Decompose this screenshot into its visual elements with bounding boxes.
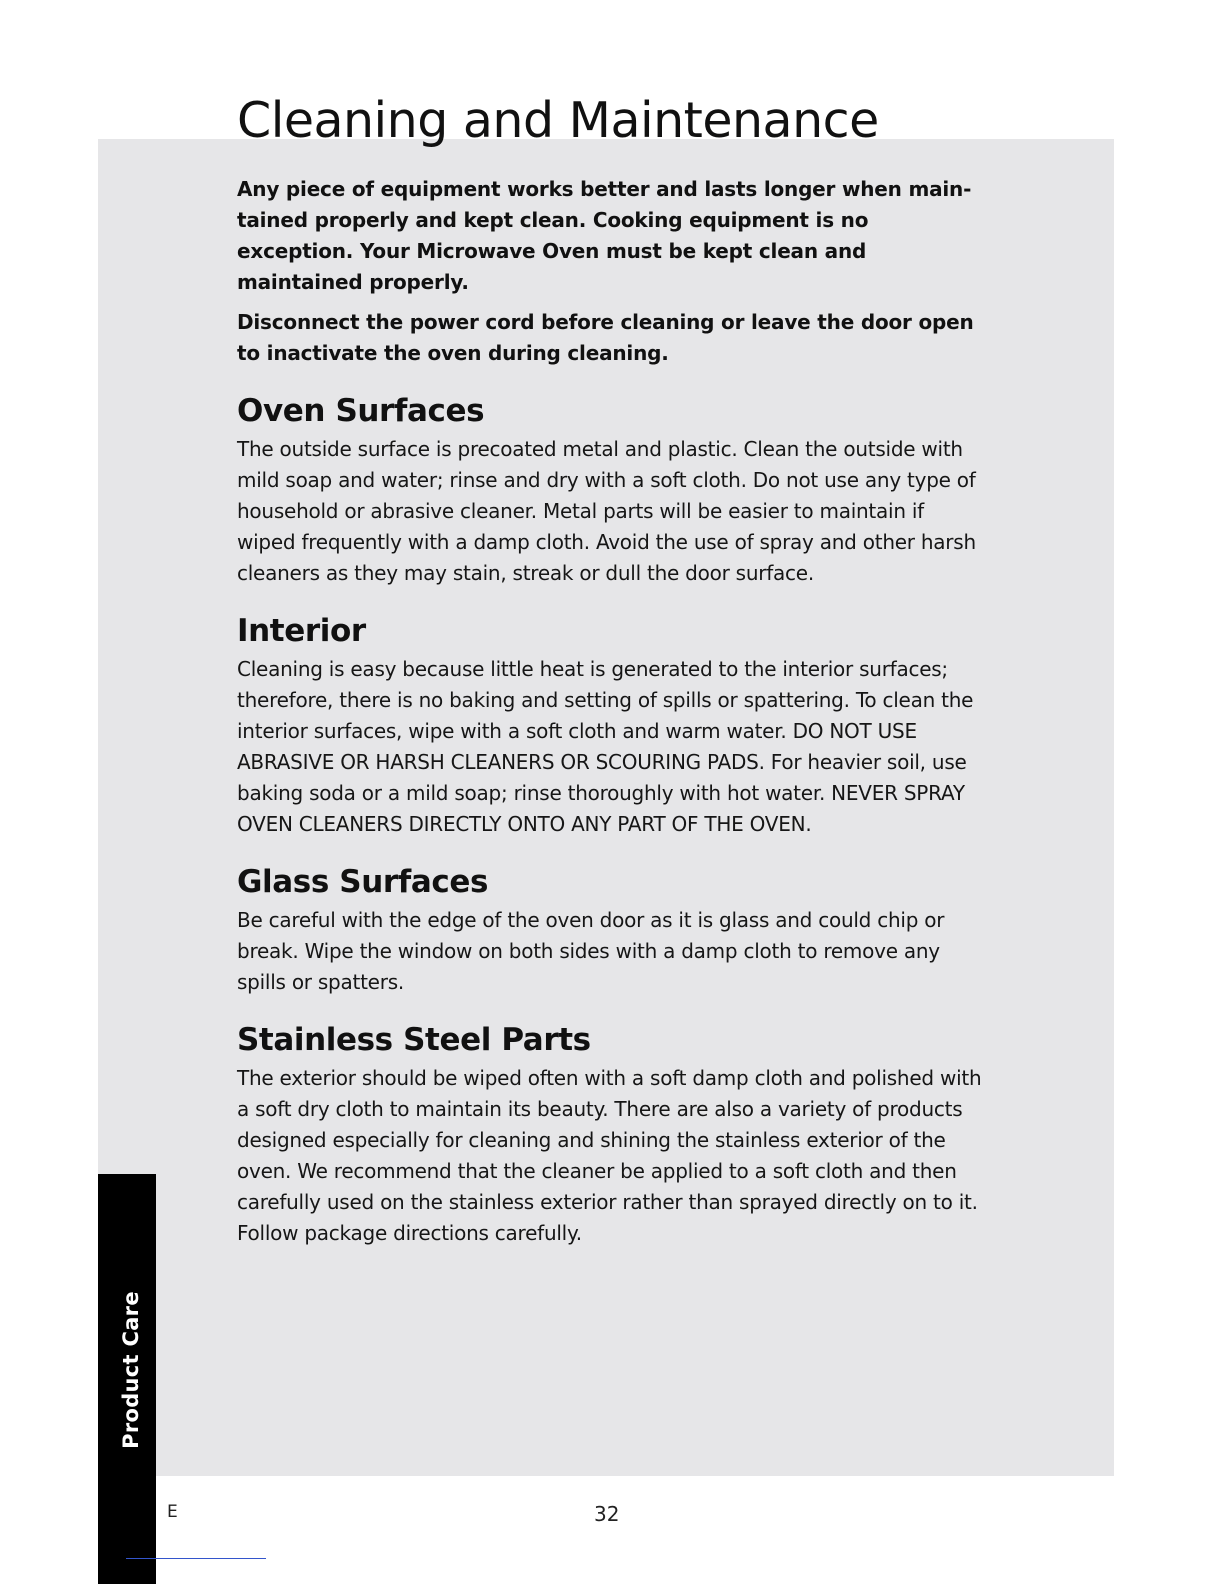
side-tab-label: Product Care <box>119 1291 143 1449</box>
section-glass-surfaces <box>237 862 982 998</box>
section-body: The exterior should be wiped often with a soft damp cloth and polished with a soft dry cloth to maintain its beauty. There are also a variety of products designed especially for cleaning and shining the stainless exterior of the oven. We recommend that the cleaner be applied to a soft cloth and then carefully used on the stainless exterior rather than sprayed directly on to it. Follow package directions carefully. <box>237 1066 982 1245</box>
section-body: Cleaning is easy because little heat is generated to the interior surfaces; therefore, there is no baking and setting of spills or spattering. To clean the interior surfaces, wipe with a soft cloth and warm water. DO NOT USE ABRASIVE OR HARSH CLEANERS OR SCOURING PADS. For heavier soil, use baking soda or a mild soap; rinse thoroughly with hot water. NEVER SPRAY OVEN CLEANERS DIRECTLY ONTO ANY PART OF THE OVEN. <box>237 657 974 836</box>
section-heading: Glass Surfaces <box>237 864 489 900</box>
section-heading: Oven Surfaces <box>237 393 485 429</box>
section-body: The outside surface is precoated metal and plastic. Clean the outside with mild soap and water; rinse and dry with a soft cloth. Do not use any type of household or abrasive cleaner. Metal parts will be easier to maintain if wiped frequently with a damp cloth. Avoid the use of spray and other harsh cleaners as they may stain, streak or dull the door surface. <box>237 437 976 585</box>
page-content <box>237 90 982 1249</box>
intro-paragraph-maintenance: Any piece of equipment works better and lasts longer when main-tained properly and kept clean. Cooking equipment is no exception. Your Microwave Oven must be kept clean and maintained properly. <box>237 177 972 294</box>
page-number: 32 <box>594 1502 620 1526</box>
section-body: Be careful with the edge of the oven door as it is glass and could chip or break. Wipe the window on both sides with a damp cloth to remove any spills or spatters. <box>237 908 945 994</box>
section-oven-surfaces <box>237 391 982 589</box>
footer-divider-line <box>126 1558 266 1559</box>
footer-language-letter: E <box>167 1502 178 1522</box>
section-heading: Stainless Steel Parts <box>237 1022 591 1058</box>
section-interior <box>237 611 982 840</box>
section-heading: Interior <box>237 613 366 649</box>
intro-paragraph-disconnect-warning: Disconnect the power cord before cleaning or leave the door open to inactivate the oven during cleaning. <box>237 310 974 365</box>
page-title: Cleaning and Maintenance <box>237 92 879 149</box>
section-stainless-steel-parts <box>237 1020 982 1249</box>
